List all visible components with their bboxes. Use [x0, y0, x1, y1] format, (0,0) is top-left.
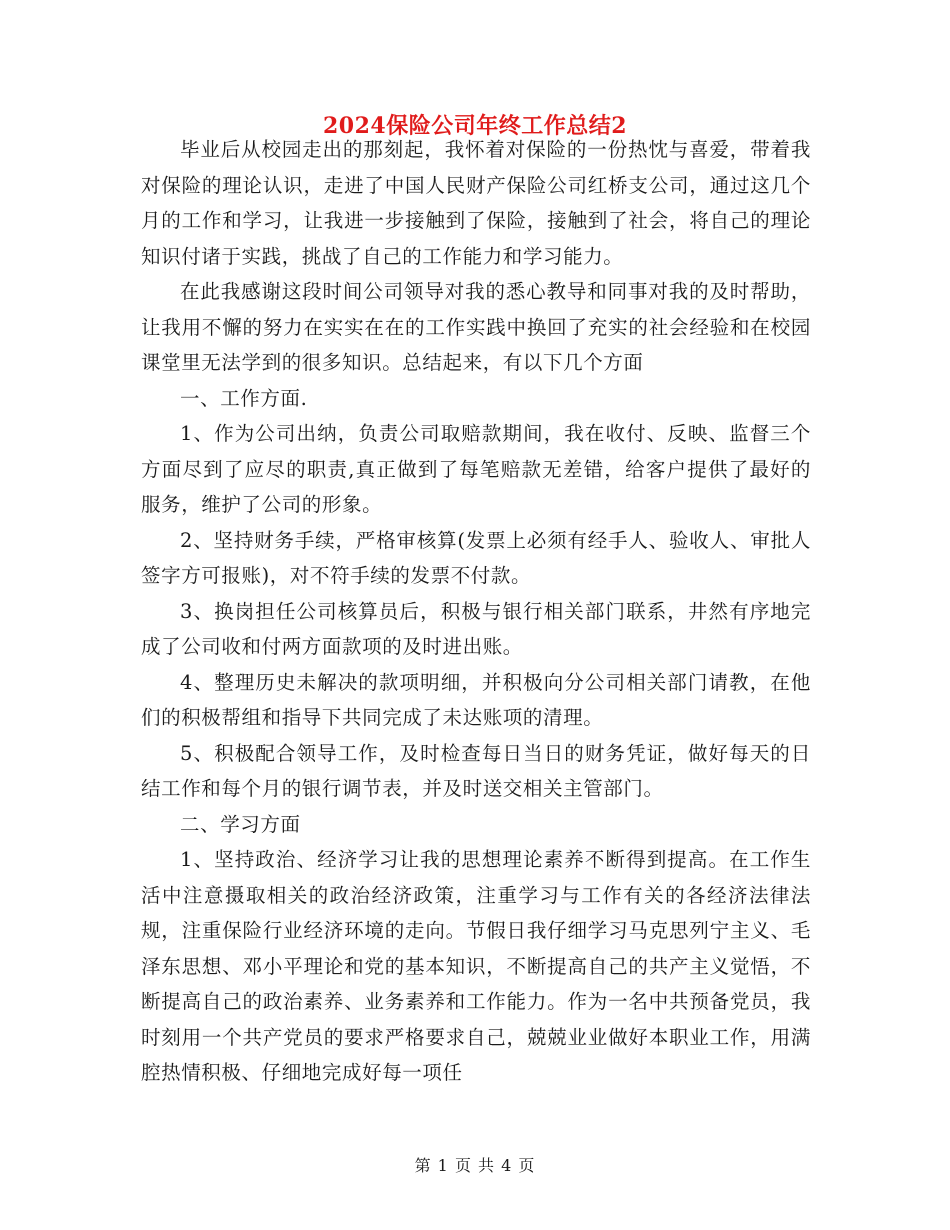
section-heading-study: 二、学习方面	[180, 812, 301, 836]
page-footer: 第 1 页 共 4 页	[414, 1156, 536, 1175]
paragraph-work-2: 2、坚持财务手续，严格审核算(发票上必须有经手人、验收人、审批人签字方可报账)，对不符手续的发票不付款。	[141, 528, 811, 587]
document-title: 2024保险公司年终工作总结2	[322, 113, 628, 139]
paragraph-work-4: 4、整理历史未解决的款项明细，并积极向分公司相关部门请教，在他们的积极帮组和指导下共同完成了未达账项的清理。	[141, 670, 811, 729]
document-body	[141, 132, 811, 1091]
section-heading-work: 一、工作方面.	[180, 386, 308, 410]
paragraph-intro: 毕业后从校园走出的那刻起，我怀着对保险的一份热忱与喜爱，带着我对保险的理论认识，走进了中国人民财产保险公司红桥支公司，通过这几个月的工作和学习，让我进一步接触到了保险，接触到了社会，将自己的理论知识付诸于实践，挑战了自己的工作能力和学习能力。	[141, 138, 811, 268]
paragraph-study-1: 1、坚持政治、经济学习让我的思想理论素养不断得到提高。在工作生活中注意摄取相关的政治经济政策，注重学习与工作有关的各经济法律法规，注重保险行业经济环境的走向。节假日我仔细学习马克思列宁主义、毛泽东思想、邓小平理论和党的基本知识，不断提高自己的共产主义觉悟，不断提高自己的政治素养、业务素养和工作能力。作为一名中共预备党员，我时刻用一个共产党员的要求严格要求自己，兢兢业业做好本职业工作，用满腔热情积极、仔细地完成好每一项任	[141, 848, 811, 1084]
paragraph-work-3: 3、换岗担任公司核算员后，积极与银行相关部门联系，井然有序地完成了公司收和付两方面款项的及时进出账。	[141, 599, 811, 658]
paragraph-thanks: 在此我感谢这段时间公司领导对我的悉心教导和同事对我的及时帮助，让我用不懈的努力在实实在在的工作实践中换回了充实的社会经验和在校园课堂里无法学到的很多知识。总结起来，有以下几个方面	[141, 280, 811, 374]
paragraph-work-5: 5、积极配合领导工作，及时检查每日当日的财务凭证，做好每天的日结工作和每个月的银行调节表，并及时送交相关主管部门。	[141, 741, 811, 800]
paragraph-work-1: 1、作为公司出纳，负责公司取赔款期间，我在收付、反映、监督三个方面尽到了应尽的职责,真正做到了每笔赔款无差错，给客户提供了最好的服务，维护了公司的形象。	[141, 422, 811, 516]
